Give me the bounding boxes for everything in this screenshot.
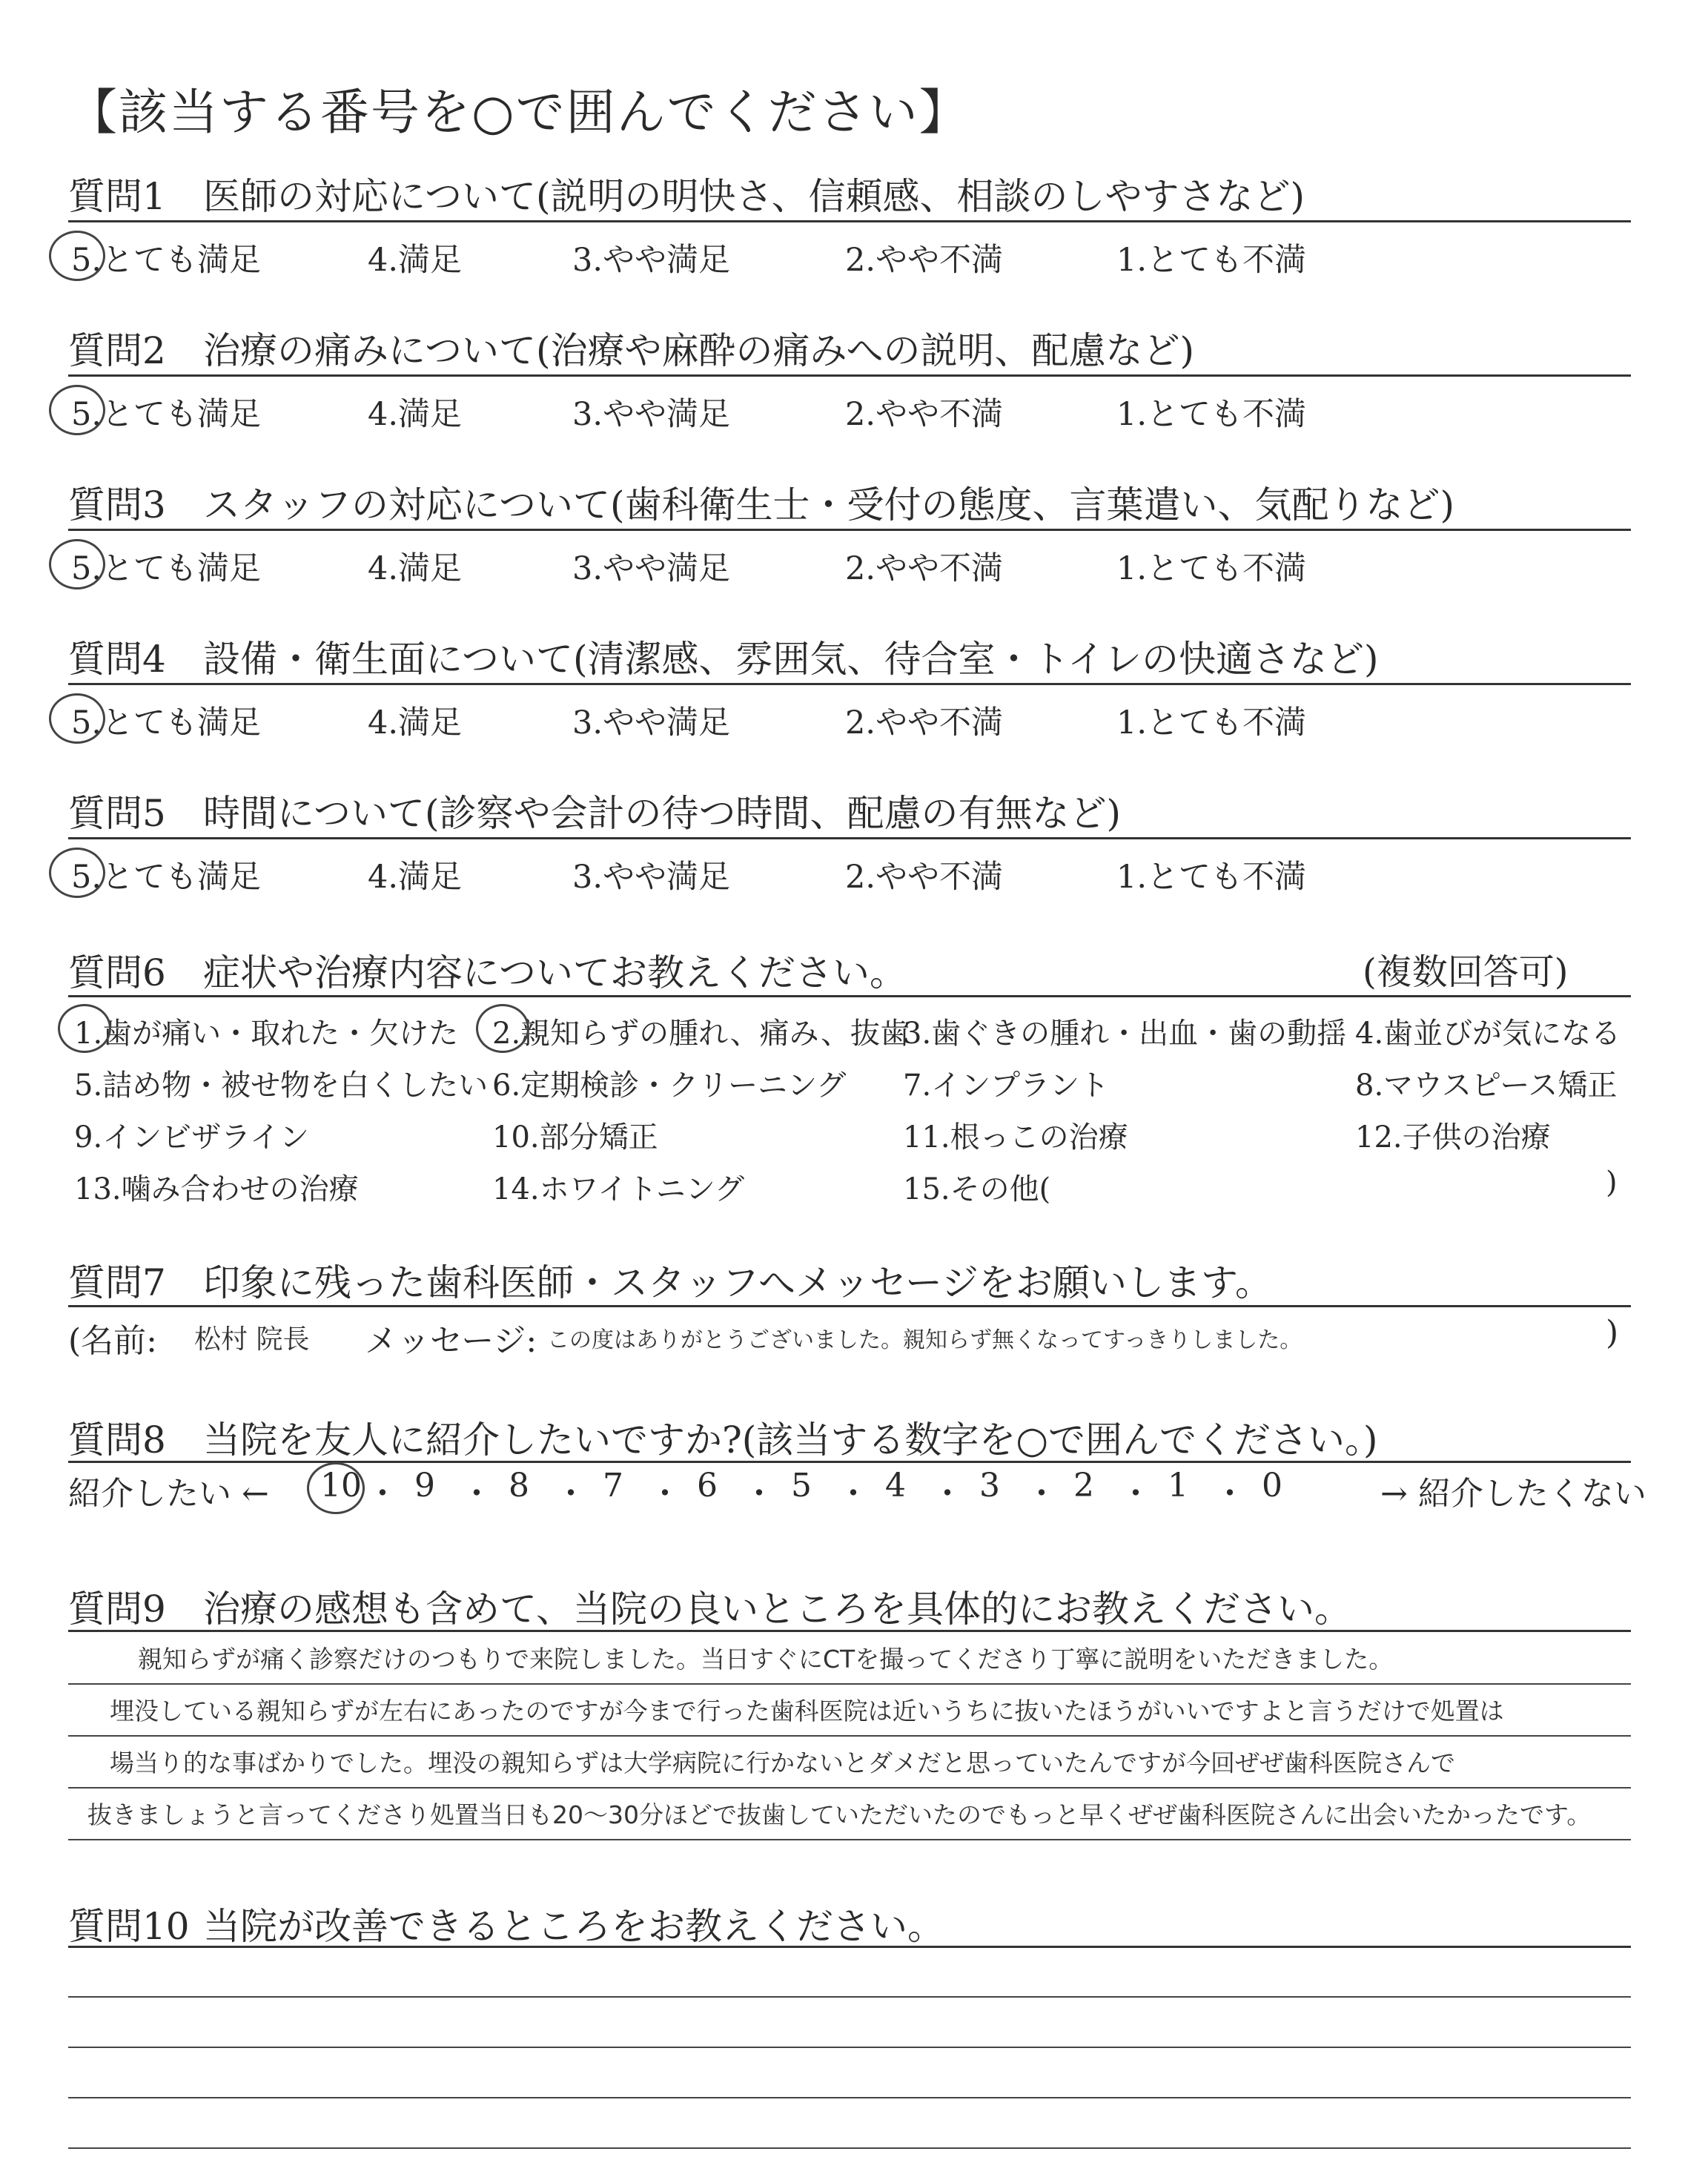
q8-separator: ・: [460, 1475, 493, 1513]
q9-answer-text[interactable]: 抜きましょうと言ってくださり処置当日も20〜30分ほどで抜歯していただいたのでもっと早くぜぜ歯科医院さんに出会いたかったです。: [87, 1800, 1592, 1829]
q9-answer-text[interactable]: 場当り的な事ばかりでした。埋没の親知らずは大学病院に行かないとダメだと思っていたんですが今回ぜぜ歯科医院さんで: [110, 1748, 1455, 1777]
q8-scale: [68, 1467, 1646, 1519]
q8-scale-value[interactable]: 3: [979, 1467, 1000, 1505]
q7-message-label: メッセージ:: [365, 1322, 537, 1360]
rating-option[interactable]: 1.とても不満: [1116, 242, 1307, 279]
q6-option[interactable]: 3.歯ぐきの腫れ・出血・歯の動揺: [903, 1017, 1347, 1051]
q6-note: (複数回答可): [1363, 951, 1569, 993]
q6-option[interactable]: 13.噛み合わせの治療: [74, 1172, 359, 1206]
q6-text: 症状や治療内容についてお教えください。: [203, 951, 907, 994]
q7-rule: [68, 1305, 1631, 1307]
rating-option[interactable]: 2.やや不満: [845, 242, 1004, 279]
rating-option[interactable]: 5.とても満足: [71, 704, 262, 742]
q5-text: 時間について(診察や会計の待つ時間、配慮の有無など): [203, 792, 1122, 835]
q8-separator: ・: [743, 1475, 775, 1513]
q7-close-paren: ): [1606, 1314, 1619, 1352]
q6-close-paren: ): [1606, 1166, 1618, 1200]
selection-circle: [476, 1004, 529, 1053]
q7-number: 質問7: [68, 1261, 166, 1304]
rating-option[interactable]: 4.満足: [368, 242, 463, 279]
q8-scale-value[interactable]: 10: [320, 1467, 362, 1505]
rating-option[interactable]: 4.満足: [368, 859, 463, 896]
rating-option[interactable]: 3.やや満足: [572, 242, 731, 279]
q4-number: 質問4: [68, 638, 166, 681]
q4-title: [68, 630, 1379, 683]
q6-option[interactable]: 15.その他(: [903, 1172, 1051, 1206]
q2-rule: [68, 374, 1631, 377]
rating-option[interactable]: 5.とても満足: [71, 550, 262, 587]
q9-rule: [68, 1630, 1631, 1632]
q9-answer-text[interactable]: 親知らずが痛く診察だけのつもりで来院しました。当日すぐにCTを撮ってくださり丁寧に説明をいただきました。: [138, 1645, 1394, 1674]
q8-separator: ・: [931, 1475, 964, 1513]
q8-scale-value[interactable]: 7: [603, 1467, 623, 1505]
q8-separator: ・: [837, 1475, 870, 1513]
q8-number: 質問8: [68, 1418, 166, 1462]
q8-scale-value[interactable]: 8: [509, 1467, 529, 1505]
q8-separator: ・: [649, 1475, 681, 1513]
q8-separator: ・: [1214, 1475, 1246, 1513]
q8-title: [68, 1410, 1377, 1464]
q6-option[interactable]: 9.インビザライン: [74, 1120, 309, 1155]
rating-option[interactable]: 3.やや満足: [572, 859, 731, 896]
rating-option[interactable]: 2.やや不満: [845, 396, 1004, 433]
q9-number: 質問9: [68, 1588, 166, 1631]
q6-option[interactable]: 1.歯が痛い・取れた・欠けた: [74, 1017, 459, 1051]
rating-option[interactable]: 4.満足: [368, 550, 463, 587]
rating-option[interactable]: 2.やや不満: [845, 859, 1004, 896]
q6-option[interactable]: 7.インプラント: [903, 1069, 1110, 1103]
rating-option[interactable]: 3.やや満足: [572, 704, 731, 742]
rating-option[interactable]: 2.やや不満: [845, 550, 1004, 587]
selection-circle: [307, 1462, 365, 1514]
q8-separator: ・: [555, 1475, 587, 1513]
q6-number: 質問6: [68, 951, 166, 994]
q10-answer-line[interactable]: [68, 2097, 1631, 2098]
q8-text: 当院を友人に紹介したいですか?(該当する数字を○で囲んでください。): [203, 1418, 1378, 1462]
q8-separator: ・: [1025, 1475, 1058, 1513]
rating-option[interactable]: 2.やや不満: [845, 704, 1004, 742]
rating-option[interactable]: 5.とても満足: [71, 242, 262, 279]
q5-title: [68, 784, 1121, 837]
q9-answer-line: [68, 1683, 1631, 1685]
rating-option[interactable]: 1.とても不満: [1116, 396, 1307, 433]
q8-right-label: → 紹介したくない: [1380, 1475, 1646, 1513]
q2-options: [71, 389, 1635, 434]
rating-option[interactable]: 3.やや満足: [572, 550, 731, 587]
q10-text: 当院が改善できるところをお教えください。: [203, 1905, 944, 1948]
q8-scale-value[interactable]: 0: [1262, 1467, 1282, 1505]
q10-answer-line[interactable]: [68, 2047, 1631, 2048]
q6-option[interactable]: 14.ホワイトニング: [492, 1172, 745, 1206]
q10-title: [68, 1897, 944, 1950]
q6-option[interactable]: 4.歯並びが気になる: [1355, 1017, 1621, 1051]
q1-text: 医師の対応について(説明の明快さ、信頼感、相談のしやすさなど): [203, 175, 1305, 218]
rating-option[interactable]: 1.とても不満: [1116, 550, 1307, 587]
q5-rule: [68, 837, 1631, 839]
q8-scale-value[interactable]: 2: [1073, 1467, 1094, 1505]
q5-number: 質問5: [68, 792, 166, 835]
selection-circle: [49, 848, 105, 898]
q1-title: [68, 167, 1305, 220]
q8-scale-value[interactable]: 6: [697, 1467, 718, 1505]
q6-option[interactable]: 12.子供の治療: [1355, 1120, 1551, 1155]
rating-option[interactable]: 5.とても満足: [71, 859, 262, 896]
selection-circle: [49, 539, 105, 589]
q9-answer-line: [68, 1735, 1631, 1737]
rating-option[interactable]: 5.とても満足: [71, 396, 262, 433]
selection-circle: [49, 693, 105, 744]
selection-circle: [49, 231, 105, 281]
q7-text: 印象に残った歯科医師・スタッフへメッセージをお願いします。: [203, 1261, 1272, 1304]
q8-separator: ・: [1119, 1475, 1152, 1513]
q2-text: 治療の痛みについて(治療や麻酔の痛みへの説明、配慮など): [203, 329, 1195, 372]
q8-scale-value[interactable]: 1: [1168, 1467, 1188, 1505]
q8-scale-value[interactable]: 9: [414, 1467, 435, 1505]
q6-title: [68, 943, 907, 997]
q3-text: スタッフの対応について(歯科衛生士・受付の態度、言葉遣い、気配りなど): [203, 483, 1455, 526]
q6-rule: [68, 995, 1631, 997]
rating-option[interactable]: 1.とても不満: [1116, 704, 1307, 742]
q1-number: 質問1: [68, 175, 166, 218]
rating-option[interactable]: 3.やや満足: [572, 396, 731, 433]
rating-option[interactable]: 4.満足: [368, 704, 463, 742]
q6-option[interactable]: 2.親知らずの腫れ、痛み、抜歯: [492, 1017, 910, 1051]
q9-text: 治療の感想も含めて、当院の良いところを具体的にお教えください。: [203, 1588, 1351, 1631]
q4-options: [71, 698, 1635, 742]
q3-title: [68, 475, 1454, 529]
q6-option[interactable]: 8.マウスピース矯正: [1355, 1069, 1618, 1103]
q5-options: [71, 852, 1635, 896]
q2-number: 質問2: [68, 329, 166, 372]
selection-circle: [58, 1004, 111, 1053]
q2-title: [68, 321, 1194, 374]
q10-answer-line[interactable]: [68, 2147, 1631, 2149]
q8-scale-value[interactable]: 5: [791, 1467, 812, 1505]
q6-option[interactable]: 10.部分矯正: [492, 1120, 658, 1155]
selection-circle: [49, 385, 105, 435]
q1-options: [71, 235, 1635, 280]
q6-option[interactable]: 11.根っこの治療: [903, 1120, 1128, 1155]
q6-option[interactable]: 5.詰め物・被せ物を白くしたい: [74, 1069, 489, 1103]
q7-message-value[interactable]: この度はありがとうございました。親知らず無くなってすっきりしました。: [547, 1327, 1302, 1353]
q7-title: [68, 1253, 1272, 1307]
q10-rule: [68, 1946, 1631, 1948]
q3-rule: [68, 529, 1631, 531]
q8-rule: [68, 1461, 1631, 1463]
q3-number: 質問3: [68, 483, 166, 526]
q6-option[interactable]: 6.定期検診・クリーニング: [492, 1069, 847, 1103]
q8-scale-value[interactable]: 4: [885, 1467, 906, 1505]
q9-answer-text[interactable]: 埋没している親知らずが左右にあったのですが今まで行った歯科医院は近いうちに抜いたほうがいいですよと言うだけで処置は: [110, 1697, 1504, 1725]
q4-rule: [68, 683, 1631, 685]
q8-separator: ・: [366, 1475, 399, 1513]
q7-name-value[interactable]: 松村 院長: [194, 1324, 310, 1355]
rating-option[interactable]: 4.満足: [368, 396, 463, 433]
q9-answer-line: [68, 1787, 1631, 1789]
q8-left-label: 紹介したい ←: [68, 1475, 269, 1513]
q1-rule: [68, 220, 1631, 222]
q7-name-label: (名前:: [68, 1322, 157, 1360]
q9-answer-line: [68, 1839, 1631, 1840]
q10-number: 質問10: [68, 1905, 190, 1948]
q9-title: [68, 1579, 1351, 1633]
q10-answer-line[interactable]: [68, 1996, 1631, 1998]
q4-text: 設備・衛生面について(清潔感、雰囲気、待合室・トイレの快適さなど): [203, 638, 1379, 681]
rating-option[interactable]: 1.とても不満: [1116, 859, 1307, 896]
form-header: 【該当する番号を○で囲んでください】: [68, 84, 970, 141]
q3-options: [71, 544, 1635, 588]
